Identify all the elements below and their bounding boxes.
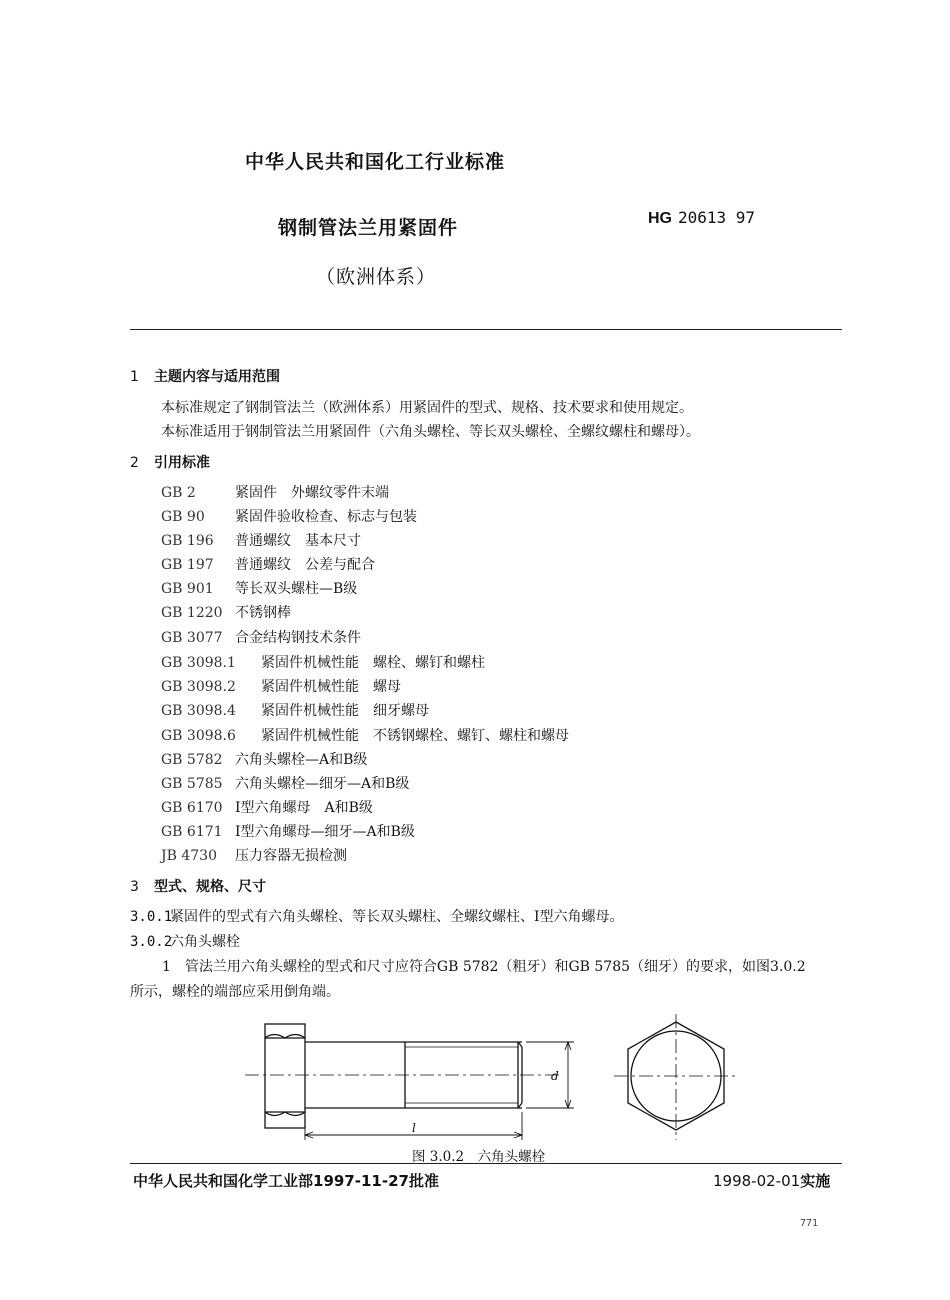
length-label: l: [412, 1121, 416, 1135]
footer-divider: [130, 1163, 842, 1164]
standard-code-number: 20613 97: [678, 208, 756, 227]
reference-item: [161, 506, 417, 526]
reference-item: [161, 652, 485, 672]
reference-title: I型六角螺母—细牙—A和B级: [235, 824, 415, 840]
section-title: 主题内容与适用范围: [154, 369, 280, 385]
section-number: 2: [130, 455, 139, 471]
reference-title: 等长双头螺柱—B级: [235, 581, 358, 597]
reference-item: [161, 578, 357, 598]
reference-item: [161, 627, 361, 647]
clause-number: 3.0.2: [130, 934, 173, 950]
page-number: 771: [800, 1218, 819, 1229]
reference-code: GB 90: [161, 509, 205, 525]
reference-item: [161, 554, 375, 574]
clause-text: 六角头螺栓: [170, 934, 240, 950]
reference-title: 普通螺纹 公差与配合: [235, 557, 375, 573]
section-2-heading: [130, 452, 210, 472]
reference-title: 紧固件机械性能 螺栓、螺钉和螺柱: [261, 655, 485, 671]
reference-code: JB 4730: [161, 848, 217, 864]
section-number: 1: [130, 369, 139, 385]
reference-code: GB 3098.6: [161, 728, 236, 744]
bolt-head-side-view: [265, 1024, 305, 1128]
approval-statement: 中华人民共和国化学工业部1997-11-27批准: [133, 1172, 439, 1190]
reference-title: 压力容器无损检测: [235, 848, 347, 864]
document-subtitle: （欧洲体系）: [316, 266, 437, 288]
reference-title: 六角头螺栓—A和B级: [235, 752, 368, 768]
reference-title: 紧固件机械性能 细牙螺母: [261, 703, 429, 719]
reference-item: [161, 725, 569, 745]
standard-code-prefix: HG: [648, 210, 672, 227]
reference-item: [161, 749, 367, 769]
implementation-date-value: 1998-02-01: [713, 1172, 801, 1190]
reference-item: [161, 845, 347, 865]
reference-title: 不锈钢棒: [235, 605, 291, 621]
issuing-organization: 中华人民共和国化工行业标准: [245, 151, 506, 173]
reference-code: GB 6170: [161, 800, 223, 816]
reference-item: [161, 602, 291, 622]
reference-item: [161, 482, 389, 502]
reference-title: 紧固件 外螺纹零件末端: [235, 485, 389, 501]
section-1-paragraph-1: 本标准规定了钢制管法兰（欧洲体系）用紧固件的型式、规格、技术要求和使用规定。: [161, 400, 693, 416]
section-1-paragraph-2: 本标准适用于钢制管法兰用紧固件（六角头螺栓、等长双头螺栓、全螺纹螺柱和螺母）。: [161, 424, 700, 440]
reference-code: GB 3098.2: [161, 679, 236, 695]
reference-code: GB 3077: [161, 630, 223, 646]
reference-item: [161, 797, 373, 817]
implementation-label: 实施: [800, 1172, 831, 1190]
reference-title: 普通螺纹 基本尺寸: [235, 533, 361, 549]
standard-code: [648, 208, 755, 228]
section-title: 型式、规格、尺寸: [154, 879, 266, 895]
diameter-label: d: [551, 1069, 559, 1083]
clause-text: 紧固件的型式有六角头螺栓、等长双头螺柱、全螺纹螺柱、I型六角螺母。: [170, 909, 624, 925]
reference-title: 合金结构钢技术条件: [235, 630, 361, 646]
document-title: 钢制管法兰用紧固件: [278, 217, 459, 239]
clause-number: 3.0.1: [130, 909, 173, 925]
item-1-line-2: 所示，螺栓的端部应采用倒角端。: [130, 984, 340, 1000]
reference-title: 紧固件机械性能 不锈钢螺栓、螺钉、螺柱和螺母: [261, 728, 569, 744]
header-divider: [130, 329, 842, 330]
reference-code: GB 2: [161, 485, 196, 501]
section-title: 引用标准: [154, 455, 210, 471]
reference-code: GB 197: [161, 557, 214, 573]
reference-code: GB 901: [161, 581, 214, 597]
reference-item: [161, 676, 401, 696]
reference-item: [161, 700, 429, 720]
reference-code: GB 5785: [161, 776, 223, 792]
implementation-date: [713, 1170, 830, 1191]
reference-item: [161, 773, 409, 793]
reference-title: 紧固件验收检查、标志与包装: [235, 509, 417, 525]
reference-item: [161, 530, 361, 550]
reference-code: GB 1220: [161, 605, 223, 621]
bolt-head-end-view: [614, 1014, 738, 1140]
reference-code: GB 3098.1: [161, 655, 236, 671]
reference-code: GB 5782: [161, 752, 223, 768]
reference-title: 六角头螺栓—细牙—A和B级: [235, 776, 410, 792]
reference-item: [161, 821, 415, 841]
clause-3-0-2: [130, 931, 240, 951]
reference-code: GB 3098.4: [161, 703, 236, 719]
section-3-heading: [130, 876, 266, 896]
clause-3-0-1: [130, 906, 624, 926]
reference-code: GB 6171: [161, 824, 223, 840]
figure-caption: 图 3.0.2 六角头螺栓: [412, 1149, 546, 1165]
section-1-heading: [130, 366, 280, 386]
section-number: 3: [130, 879, 139, 895]
item-1-line-1: 1 管法兰用六角头螺栓的型式和尺寸应符合GB 5782（粗牙）和GB 5785（细牙）的要求，如图3.0.2: [162, 959, 806, 975]
reference-title: I型六角螺母 A和B级: [235, 800, 373, 816]
hex-bolt-figure: [240, 1012, 780, 1144]
reference-title: 紧固件机械性能 螺母: [261, 679, 401, 695]
reference-code: GB 196: [161, 533, 214, 549]
